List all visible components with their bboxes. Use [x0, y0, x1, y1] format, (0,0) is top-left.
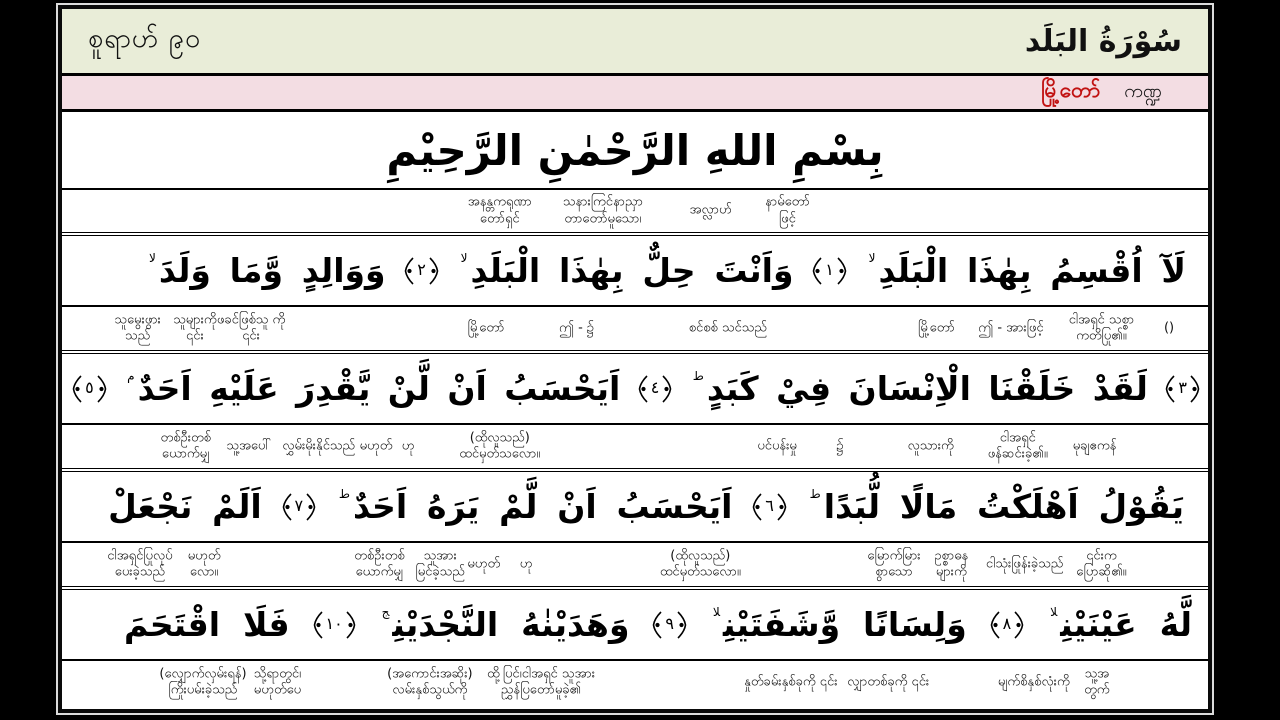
bismillah-gloss-row [62, 188, 1208, 232]
verse-marker-ornament [346, 610, 356, 640]
gloss-row [62, 425, 1208, 468]
gloss-cell: လျှာတစ်ခုကို ၎င်း [847, 674, 930, 690]
verse-marker-ornament [638, 374, 648, 404]
arabic-word: لُّبَدًا$^ط$ [809, 487, 880, 526]
arabic-word: فَلَا [242, 605, 290, 644]
pause-mark: لا [149, 251, 156, 265]
arabic-word: لَّهُ [1159, 605, 1192, 644]
gloss-cell: ဟု [401, 438, 415, 454]
arabic-word: حِلٌّ [642, 251, 696, 290]
verse-marker-ornament [990, 610, 1000, 640]
gloss-cell: မြောက်မြား စွာသော [867, 547, 921, 580]
verse-marker-ornament [404, 256, 414, 286]
pause-mark: ج [381, 605, 390, 619]
gloss-cell: သူအား မြင်ခဲ့သည် [415, 547, 465, 580]
gloss-cell: အနန္တကရုဏာ တော်ရှင် [467, 194, 532, 226]
gloss-cell: ထို့ပြင်၊ငါအရှင် သူအား ညွှန်ပြတော်မူခဲ့၏ [486, 665, 596, 698]
gloss-cell: ဖခင်ဖြစ်သူ ကို ၎င်း [216, 311, 286, 344]
arabic-word: النَّجْدَيْنِ$^ج$ [381, 605, 499, 644]
verse-marker-ornament [837, 256, 847, 286]
gloss-cell: သူမွေးဖွား သည် [114, 311, 161, 344]
arabic-word: يَّقْدِرَ [296, 369, 371, 408]
arabic-word: وَوَالِدٍ [301, 251, 386, 290]
arabic-word: الْاِنْسَانَ [848, 369, 971, 408]
verse-marker-ornament [1190, 374, 1200, 404]
gloss-row [62, 543, 1208, 586]
gloss-row [62, 307, 1208, 350]
gloss-cell: စင်စစ် သင်သည် [688, 320, 767, 336]
gloss-cell: () [1163, 320, 1175, 336]
arabic-word: وَلَدَ$^{لا}$ [149, 251, 211, 290]
arabic-word: بِهٰذَا [966, 251, 1032, 290]
category-label-red: မြို့တော် [1041, 78, 1101, 102]
verse-number: ٣ [1178, 378, 1187, 397]
arabic-word: يَقُوْلُ [1098, 487, 1184, 526]
gloss-cell: လွှမ်းမိုးနိုင်သည် [282, 438, 356, 454]
gloss-cell: သူ့အ တွက် [1084, 665, 1110, 698]
verse-marker-ornament [752, 492, 762, 522]
page-frame [58, 5, 1212, 713]
pause-mark: ط [338, 487, 350, 501]
gloss-cell: လူသားကို [907, 438, 954, 454]
verse-marker-ornament [306, 492, 316, 522]
gloss-cell: (အကောင်းအဆိုး) လမ်းနှစ်သွယ်ကို [387, 665, 473, 698]
arabic-word: عَيْنَيْنِ$^{لا}$ [1050, 605, 1137, 644]
arabic-word: وَلِسَانًا [863, 605, 967, 644]
gloss-cell: ၎င်းက ပြောဆို၏။ [1076, 547, 1127, 580]
verse-marker-ornament [677, 610, 687, 640]
arabic-word: لَّمْ [499, 487, 538, 526]
verse-marker-ornament [1165, 374, 1175, 404]
arabic-word: نَجْعَلْ [108, 487, 193, 526]
arabic-word: بِهٰذَا [558, 251, 624, 290]
gloss-cell: မြို့တော် [467, 320, 505, 336]
category-bar [62, 76, 1208, 112]
arabic-word: الْبَلَدِ$^{لا}$ [868, 251, 949, 290]
gloss-cell: မုချဧကန် [1072, 438, 1117, 454]
arabic-verse-line [62, 590, 1208, 661]
gloss-cell: မဟုတ် [467, 556, 501, 572]
arabic-word: لَقَدْ [1092, 369, 1148, 408]
arabic-word: لَآ [1161, 251, 1186, 290]
verse-end-marker [990, 610, 1025, 640]
arabic-word: كَبَدٍ$^ط$ [692, 369, 759, 408]
arabic-word: اقْتَحَمَ [124, 605, 221, 644]
verse-number: ١ [825, 260, 834, 279]
gloss-cell: ၌ [836, 438, 844, 454]
gloss-cell: ဤ - ၌ [558, 320, 595, 336]
arabic-word: وَهَدَيْنٰهُ [521, 605, 630, 644]
gloss-cell: မျက်စိနှစ်လုံးကို [997, 674, 1070, 690]
verse-marker-ornament [72, 374, 82, 404]
gloss-cell: သနားကြင်နာညှာ တာတော်မူသော၊ [562, 194, 643, 226]
gloss-cell: မြို့တော် [918, 320, 955, 336]
document-page [56, 3, 1214, 715]
gloss-cell: ငါအရှင် ဖန်ဆင်းခဲ့၏။ [987, 429, 1048, 462]
verse-number: ٩ [665, 614, 674, 633]
verse-number: ٦ [765, 496, 774, 515]
category-label-black: ကဏ္ဍ [1124, 79, 1162, 102]
arabic-word: اَيَحْسَبُ [616, 487, 733, 526]
verse-marker-ornament [429, 256, 439, 286]
arabic-word: وَّمَا [229, 251, 283, 290]
verse-marker-ornament [97, 374, 107, 404]
verse-end-marker [812, 256, 847, 286]
verse-marker-ornament [662, 374, 672, 404]
arabic-word: اَهْلَكْتُ [976, 487, 1079, 526]
arabic-verse-line [62, 236, 1208, 307]
arabic-word: عَلَيْهِ [209, 369, 279, 408]
verse-marker-ornament [777, 492, 787, 522]
gloss-row [62, 661, 1208, 704]
verse-number: ٥ [85, 378, 94, 397]
arabic-word: فِيْ [776, 369, 832, 408]
arabic-word: وَّشَفَتَيْنِ$^{لا}$ [712, 605, 841, 644]
gloss-cell: (ထိုလူသည်) ထင်မှတ်သလော။ [459, 429, 541, 462]
verse-end-marker [652, 610, 687, 640]
verse-marker-ornament [282, 492, 292, 522]
gloss-cell: သို့ရာတွင်၊ မဟုတ်ပေ [253, 665, 302, 698]
surah-title-arabic: سُوْرَةُ البَلَد [1024, 23, 1182, 59]
gloss-cell: သူ့အပေါ် [226, 438, 272, 454]
gloss-cell: မဟုတ် လော။ [187, 547, 221, 580]
pause-mark: لا [868, 251, 876, 265]
verse-number: ٢ [417, 260, 426, 279]
arabic-word: الْبَلَدِ$^{لا}$ [460, 251, 541, 290]
verse-end-marker [1165, 374, 1200, 404]
verse-end-marker [282, 492, 317, 522]
verse-end-marker [752, 492, 787, 522]
arabic-word: وَاَنْتَ [714, 251, 794, 290]
arabic-word: اَيَحْسَبُ [504, 369, 621, 408]
arabic-word: اُقْسِمُ [1050, 251, 1143, 290]
gloss-cell: သူများကို ၎င်း [173, 311, 217, 344]
arabic-word: خَلَقْنَا [988, 369, 1076, 408]
arabic-verse-line [62, 472, 1208, 543]
gloss-cell: ငါသုံးဖြုန်းခဲ့သည် [985, 556, 1064, 572]
verse-number: ٤ [650, 378, 660, 397]
arabic-word: اَلَمْ [212, 487, 262, 526]
verse-marker-ornament [313, 610, 323, 640]
gloss-cell: မဟုတ် [359, 438, 393, 454]
arabic-word: لَّنْ [387, 369, 430, 408]
verse-number: ٧ [294, 496, 304, 515]
verse-number: ١٠ [325, 614, 343, 633]
arabic-word: مَالًا [899, 487, 958, 526]
gloss-cell: ဤ - အားဖြင့် [978, 320, 1044, 336]
gloss-cell: (လျှောက်လှမ်းရန်) ကြိုးပမ်းခဲ့သည် [159, 665, 247, 698]
arabic-word: اَنْ [447, 369, 487, 408]
gloss-cell: နှုတ်ခမ်းနှစ်ခုကို ၎င်း [744, 674, 838, 690]
arabic-word: اَحَدٌ$^ط$ [338, 487, 408, 526]
bismillah-arabic: بِسْمِ اللهِ الرَّحْمٰنِ الرَّحِيْمِ [386, 125, 884, 175]
verse-end-marker [638, 374, 673, 404]
verse-marker-ornament [812, 256, 822, 286]
gloss-cell: တစ်ဦးတစ် ယောက်မျှ [160, 429, 211, 462]
verse-end-marker [313, 610, 356, 640]
arabic-word: يَرَهُ [426, 487, 480, 526]
pause-mark: ط [809, 487, 821, 501]
surah-title-burmese: စူရာဟ် ၉၀ [88, 23, 202, 54]
verse-marker-ornament [652, 610, 662, 640]
header-bar [62, 9, 1208, 76]
gloss-cell: ဟု [519, 556, 533, 572]
arabic-verse-line [62, 354, 1208, 425]
gloss-cell: (ထိုလူသည်) ထင်မှတ်သလော။ [659, 547, 741, 580]
gloss-cell: ငါအရှင်ပြုလုပ် ပေးခဲ့သည် [107, 547, 173, 580]
verse-end-marker [404, 256, 439, 286]
gloss-cell: နာမ်တော် ဖြင့် [765, 194, 810, 226]
gloss-cell: ငါအရှင် သစ္စာ ကတိပြု၏။ [1068, 311, 1135, 344]
verse-marker-ornament [1014, 610, 1024, 640]
pause-mark: لا [1050, 605, 1058, 619]
verse-number: ٨ [1002, 614, 1012, 633]
arabic-word: اَحَدٌ$^م$ [127, 369, 192, 408]
gloss-cell: တစ်ဦးတစ် ယောက်မျှ [354, 547, 405, 580]
pause-mark: لا [712, 605, 721, 619]
verse-end-marker [72, 374, 107, 404]
gloss-cell: ဥစ္စာဓန များကို [934, 547, 969, 580]
pause-mark: ط [692, 369, 704, 383]
pause-mark: م [127, 369, 135, 383]
gloss-cell: အလ္လာဟ် [689, 202, 732, 218]
gloss-cell: ပင်ပန်းမှု [757, 438, 797, 454]
arabic-word: اَنْ [557, 487, 597, 526]
pause-mark: لا [460, 251, 468, 265]
